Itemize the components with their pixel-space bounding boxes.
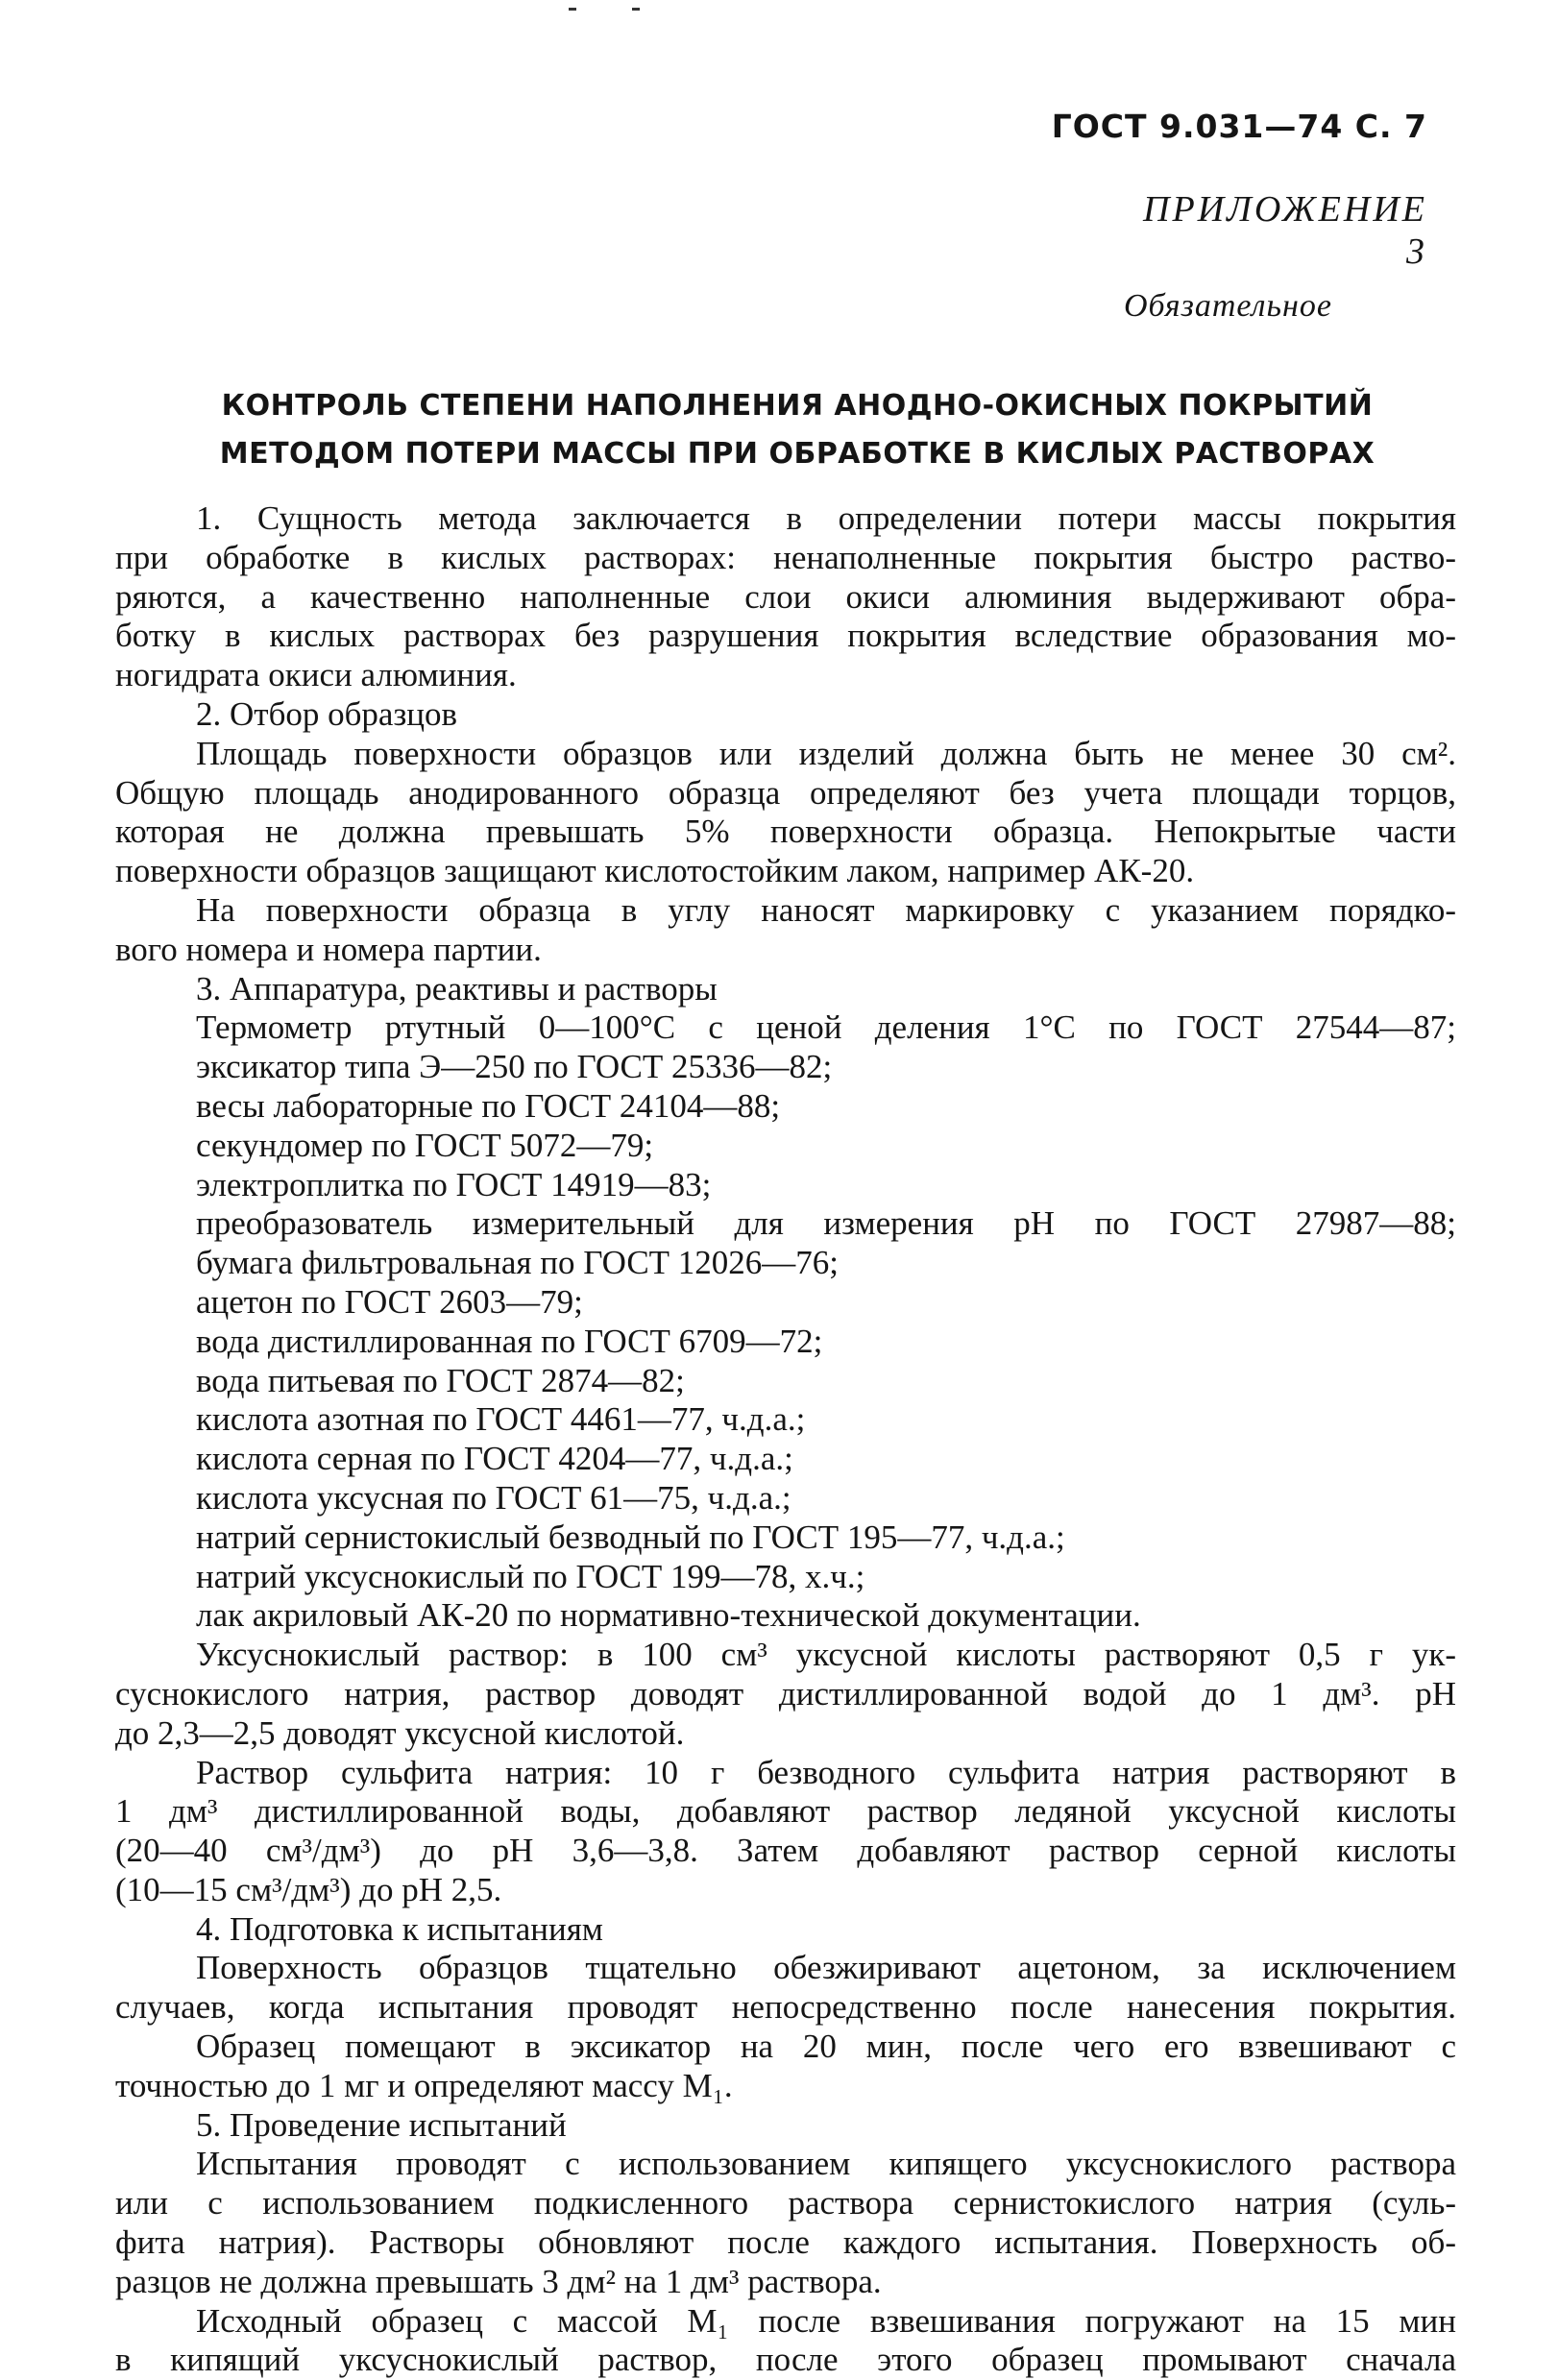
- text-line: точностью до 1 мг и определяют массу М₁.: [115, 2066, 733, 2104]
- title-line: МЕТОДОМ ПОТЕРИ МАССЫ ПРИ ОБРАБОТКЕ В КИСЛЫХ РАСТВОРАХ: [219, 437, 1375, 471]
- list-item: эксикатор типа Э—250 по ГОСТ 25336—82;: [196, 1048, 833, 1086]
- section-heading: 5. Проведение испытаний: [196, 2105, 567, 2144]
- list-item: преобразователь измерительный для измерения рН по ГОСТ 27987—88;: [196, 1204, 1456, 1243]
- text-line: при обработке в кислых растворах: ненаполненные покрытия быстро раство-: [115, 538, 1456, 576]
- text-line: ботку в кислых растворах без разрушения покрытия вследствие образования мо-: [115, 617, 1456, 655]
- text-line: фита натрия). Растворы обновляют после каждого испытания. Поверхность об-: [115, 2223, 1456, 2262]
- text-line: Уксуснокислый раствор: в 100 см³ уксусной кислоты растворяют 0,5 г ук-: [196, 1636, 1456, 1674]
- appendix-block: [1110, 188, 1427, 325]
- standard-reference: ГОСТ 9.031—74 С. 7: [1051, 108, 1427, 145]
- section-heading: 4. Подготовка к испытаниям: [196, 1909, 603, 1948]
- scan-speck: [632, 8, 640, 11]
- text-line: Испытания проводят с использованием кипящего уксуснокислого раствора: [196, 2145, 1456, 2183]
- text-line: ногидрата окиси алюминия.: [115, 656, 517, 694]
- text-line: или с использованием подкисленного раствора сернистокислого натрия (суль-: [115, 2184, 1456, 2222]
- text-line: Поверхность образцов тщательно обезжиривают ацетоном, за исключением: [196, 1949, 1456, 1987]
- text-line: ряются, а качественно наполненные слои окиси алюминия выдерживают обра-: [115, 577, 1456, 616]
- text-line: Раствор сульфита натрия: 10 г безводного сульфита натрия растворяют в: [196, 1753, 1456, 1791]
- text-line: Образец помещают в эксикатор на 20 мин, после чего его взвешивают с: [196, 2028, 1456, 2066]
- list-item: лак акриловый АК-20 по нормативно-технической документации.: [196, 1596, 1141, 1635]
- list-item: ацетон по ГОСТ 2603—79;: [196, 1282, 583, 1321]
- text-line: случаев, когда испытания проводят непосредственно после нанесения покрытия.: [115, 1988, 1456, 2027]
- list-item: весы лабораторные по ГОСТ 24104—88;: [196, 1086, 781, 1125]
- list-item: секундомер по ГОСТ 5072—79;: [196, 1126, 654, 1164]
- list-item: бумага фильтровальная по ГОСТ 12026—76;: [196, 1244, 840, 1282]
- document-body: [115, 499, 1456, 2380]
- text-line: На поверхности образца в углу наносят маркировку с указанием порядко-: [196, 890, 1456, 929]
- list-item: натрий уксуснокислый по ГОСТ 199—78, х.ч.;: [196, 1557, 865, 1595]
- title-line: КОНТРОЛЬ СТЕПЕНИ НАПОЛНЕНИЯ АНОДНО-ОКИСНЫХ ПОКРЫТИЙ: [221, 389, 1374, 423]
- text-line: 1. Сущность метода заключается в определении потери массы покрытия: [196, 499, 1456, 537]
- list-item: кислота уксусная по ГОСТ 61—75, ч.д.а.;: [196, 1478, 791, 1517]
- text-line: 1 дм³ дистиллированной воды, добавляют раствор ледяной уксусной кислоты: [115, 1792, 1456, 1831]
- appendix-status: Обязательное: [1124, 288, 1332, 324]
- appendix-title: ПРИЛОЖЕНИЕ 3: [1143, 189, 1427, 272]
- scan-speck: [569, 8, 576, 11]
- list-item: кислота серная по ГОСТ 4204—77, ч.д.а.;: [196, 1440, 793, 1478]
- document-title: [154, 382, 1441, 478]
- section-heading: 2. Отбор образцов: [196, 694, 458, 733]
- list-item: кислота азотная по ГОСТ 4461—77, ч.д.а.;: [196, 1400, 806, 1439]
- text-line: Площадь поверхности образцов или изделий должна быть не менее 30 см².: [196, 734, 1456, 772]
- text-line: поверхности образцов защищают кислотостойким лаком, например АК-20.: [115, 852, 1195, 890]
- list-item: вода питьевая по ГОСТ 2874—82;: [196, 1361, 685, 1399]
- text-line: до 2,3—2,5 доводят уксусной кислотой.: [115, 1713, 685, 1752]
- list-item: натрий сернистокислый безводный по ГОСТ 195—77, ч.д.а.;: [196, 1518, 1065, 1556]
- text-line: вого номера и номера партии.: [115, 930, 542, 968]
- text-line: Общую площадь анодированного образца определяют без учета площади торцов,: [115, 773, 1456, 812]
- section-heading: 3. Аппаратура, реактивы и растворы: [196, 969, 718, 1008]
- text-line: Исходный образец с массой М₁ после взвешивания погружают на 15 мин: [196, 2301, 1456, 2340]
- list-item: вода дистиллированная по ГОСТ 6709—72;: [196, 1322, 823, 1360]
- text-line: которая не должна превышать 5% поверхности образца. Непокрытые части: [115, 813, 1456, 851]
- text-line: (10—15 см³/дм³) до рН 2,5.: [115, 1870, 502, 1908]
- list-item: Термометр ртутный 0—100°С с ценой деления 1°С по ГОСТ 27544—87;: [196, 1008, 1456, 1047]
- text-line: в кипящий уксуснокислый раствор, после этого образец промывают сначала: [115, 2341, 1456, 2379]
- list-item: электроплитка по ГОСТ 14919—83;: [196, 1165, 712, 1203]
- text-line: (20—40 см³/дм³) до рН 3,6—3,8. Затем добавляют раствор серной кислоты: [115, 1832, 1456, 1870]
- text-line: разцов не должна превышать 3 дм² на 1 дм³ раствора.: [115, 2262, 882, 2300]
- text-line: суснокислого натрия, раствор доводят дистиллированной водой до 1 дм³. рН: [115, 1674, 1456, 1712]
